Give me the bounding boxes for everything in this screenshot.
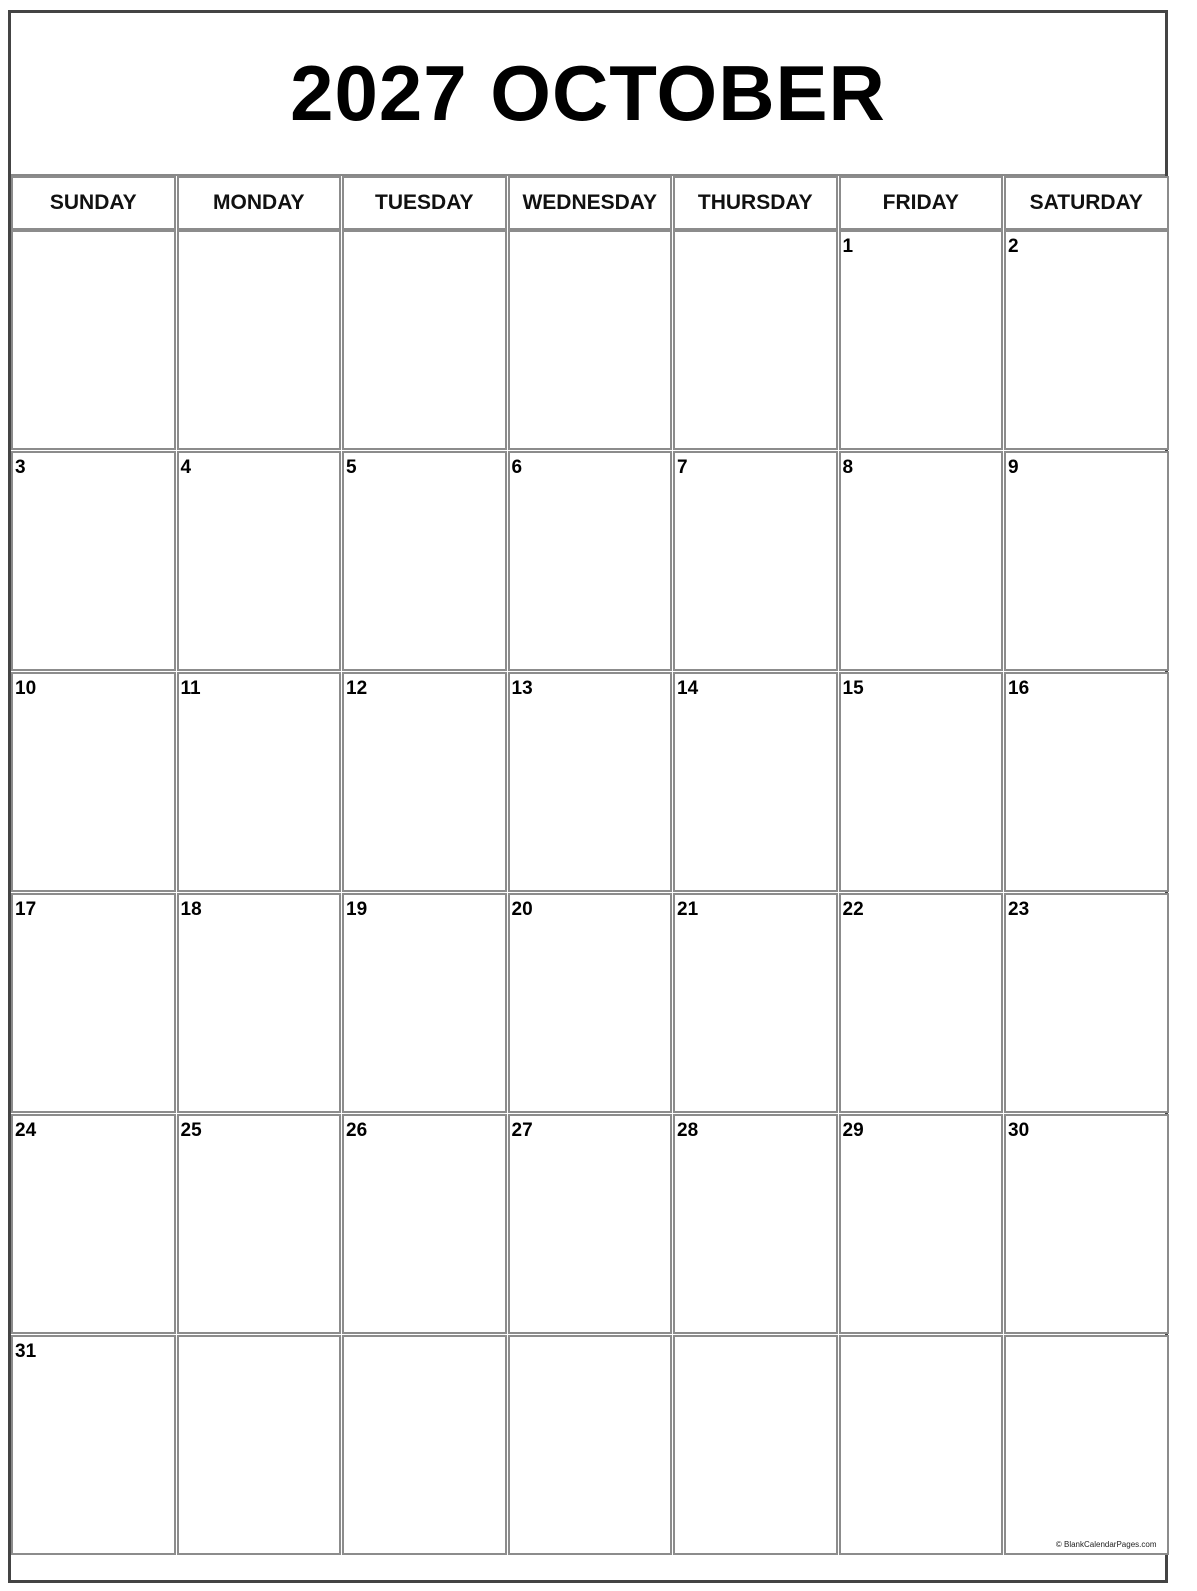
weekday-header-tuesday: TUESDAY: [342, 176, 507, 230]
calendar-grid: [11, 176, 1165, 1580]
day-cell: [342, 672, 507, 892]
day-number: 18: [180, 899, 202, 920]
day-number: 9: [1008, 457, 1019, 478]
day-cell: [11, 893, 176, 1113]
day-number: 23: [1008, 899, 1030, 920]
day-cell: [508, 672, 673, 892]
day-cell: [673, 893, 838, 1113]
day-number: 16: [1008, 678, 1030, 699]
day-cell: [1004, 1335, 1169, 1555]
day-number: 31: [15, 1341, 37, 1362]
day-number: 25: [180, 1120, 202, 1141]
day-cell: [1004, 893, 1169, 1113]
day-cell: [508, 451, 673, 671]
day-cell: [1004, 672, 1169, 892]
weekday-header-saturday: SATURDAY: [1004, 176, 1169, 230]
day-cell: [839, 1114, 1004, 1334]
day-number: 29: [842, 1120, 864, 1141]
day-number: 10: [15, 678, 37, 699]
day-cell: [673, 1335, 838, 1555]
day-cell: [1004, 230, 1169, 450]
copyright-text: © BlankCalendarPages.com: [1055, 1540, 1157, 1549]
day-cell: [342, 1114, 507, 1334]
day-number: 5: [346, 457, 357, 478]
day-cell: [673, 1114, 838, 1334]
weekday-header-wednesday: WEDNESDAY: [508, 176, 673, 230]
day-number: 20: [511, 899, 533, 920]
day-number: 26: [346, 1120, 368, 1141]
day-number: 21: [677, 899, 699, 920]
day-cell: [11, 672, 176, 892]
day-cell: [11, 230, 176, 450]
weekday-header-monday: MONDAY: [177, 176, 342, 230]
day-cell: [673, 672, 838, 892]
day-cell: [673, 451, 838, 671]
day-number: 2: [1008, 236, 1019, 257]
day-cell: [177, 1335, 342, 1555]
day-cell: [508, 230, 673, 450]
day-cell: [839, 451, 1004, 671]
day-number: 7: [677, 457, 688, 478]
calendar-frame: [8, 10, 1168, 1583]
day-cell: [839, 230, 1004, 450]
day-number: 30: [1008, 1120, 1030, 1141]
day-cell: [673, 230, 838, 450]
day-cell: [177, 1114, 342, 1334]
day-number: 11: [180, 678, 201, 699]
day-cell: [508, 1335, 673, 1555]
calendar-title: 2027 OCTOBER: [11, 13, 1165, 176]
day-cell: [1004, 1114, 1169, 1334]
day-cell: [177, 672, 342, 892]
day-number: 19: [346, 899, 368, 920]
day-cell: [342, 893, 507, 1113]
day-number: 8: [842, 457, 854, 478]
day-number: 6: [511, 457, 523, 478]
day-cell: [839, 1335, 1004, 1555]
day-number: 28: [677, 1120, 699, 1141]
day-cell: [11, 451, 176, 671]
day-cell: [177, 893, 342, 1113]
day-number: 22: [842, 899, 864, 920]
day-number: 12: [346, 678, 368, 699]
day-cell: [342, 230, 507, 450]
day-number: 4: [180, 457, 192, 478]
day-number: 17: [15, 899, 37, 920]
day-cell: [177, 451, 342, 671]
day-cell: [839, 672, 1004, 892]
weekday-header-sunday: SUNDAY: [11, 176, 176, 230]
day-number: 15: [842, 678, 864, 699]
day-number: 1: [842, 236, 854, 257]
day-cell: [11, 1335, 176, 1555]
day-number: 3: [15, 457, 26, 478]
day-number: 24: [15, 1120, 37, 1141]
weekday-header-friday: FRIDAY: [839, 176, 1004, 230]
weekday-header-thursday: THURSDAY: [673, 176, 838, 230]
day-cell: [11, 1114, 176, 1334]
day-number: 27: [511, 1120, 533, 1141]
day-cell: [342, 451, 507, 671]
day-cell: [177, 230, 342, 450]
day-cell: [1004, 451, 1169, 671]
day-number: 13: [511, 678, 533, 699]
day-cell: [508, 893, 673, 1113]
day-cell: [342, 1335, 507, 1555]
day-number: 14: [677, 678, 699, 699]
day-cell: [508, 1114, 673, 1334]
day-cell: [839, 893, 1004, 1113]
